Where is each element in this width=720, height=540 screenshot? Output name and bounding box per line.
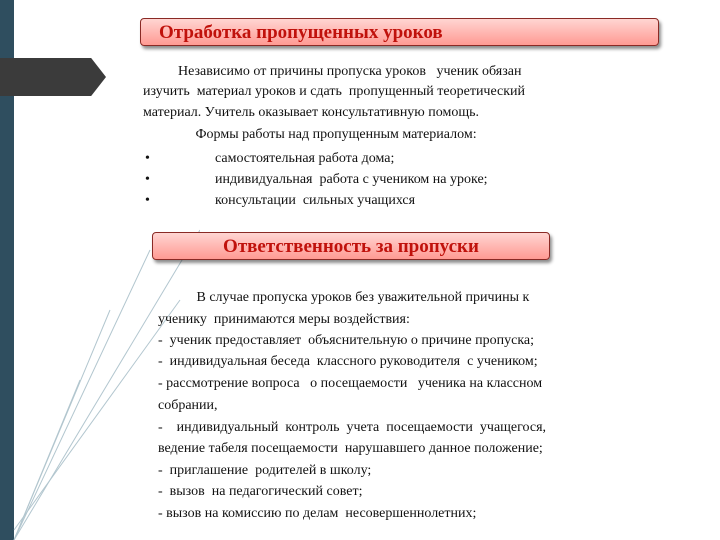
paragraph-line: Независимо от причины пропуска уроков ученик обязан (143, 64, 522, 79)
bullet-item: индивидуальная работа с учеником на уроке; (215, 172, 488, 187)
paragraph-line: - вызов на комиссию по делам несовершеннолетних; (158, 506, 477, 521)
paragraph-line: - индивидуальный контроль учета посещаемости учащегося, (158, 420, 547, 435)
paragraph-line: - ученик предоставляет объяснительную о причине пропуска; (158, 333, 535, 348)
paragraph-line: Формы работы над пропущенным материалом: (143, 127, 477, 142)
bullet-symbol: • (145, 151, 150, 166)
bullet-symbol: • (145, 193, 150, 208)
paragraph-line: материал. Учитель оказывает консультативную помощь. (143, 105, 480, 120)
paragraph-line: - приглашение родителей в школу; (158, 463, 372, 478)
paragraph-line: ученику принимаются меры воздействия: (158, 312, 410, 327)
paragraph-line: В случае пропуска уроков без уважительной причины к (158, 290, 530, 305)
paragraph-line: - рассмотрение вопроса о посещаемости ученика на классном (158, 376, 543, 391)
paragraph-line: собрании, (158, 398, 218, 413)
bullet-symbol: • (145, 172, 150, 187)
paragraph-line: изучить материал уроков и сдать пропущенный теоретический (143, 84, 526, 99)
paragraph-line: - вызов на педагогический совет; (158, 484, 363, 499)
bullet-item: самостоятельная работа дома; (215, 151, 395, 166)
arrow-tab-decoration (0, 58, 106, 96)
section-title-makeup-lessons: Отработка пропущенных уроков (140, 18, 659, 46)
paragraph-line: ведение табеля посещаемости нарушавшего данное положение; (158, 441, 543, 456)
bullet-item: консультации сильных учащихся (215, 193, 416, 208)
paragraph-line: - индивидуальная беседа классного руководителя с учеником; (158, 354, 538, 369)
section-title-responsibility: Ответственность за пропуски (152, 232, 550, 260)
